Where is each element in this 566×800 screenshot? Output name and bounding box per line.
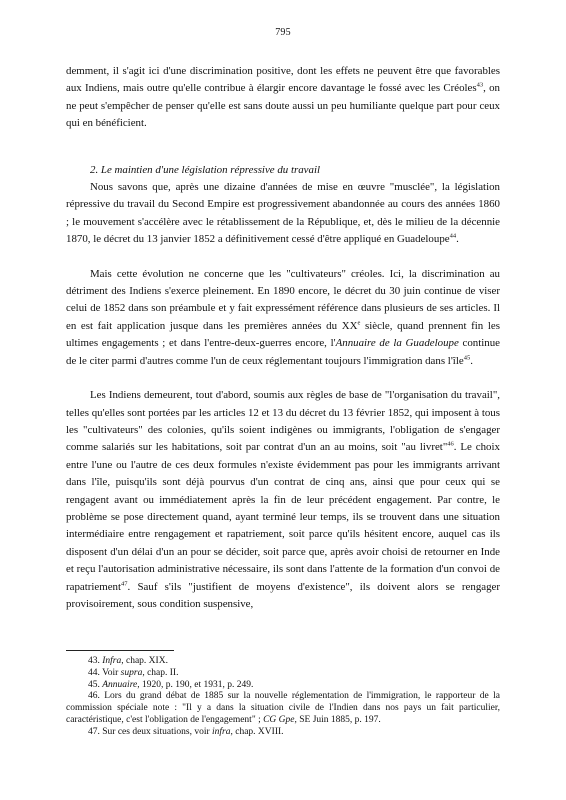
footnotes — [66, 656, 500, 739]
footnote-italic: supra — [120, 667, 143, 678]
paragraph-2 — [66, 266, 500, 370]
paragraph-text: continue de le citer parmi d'autres comme l'un de ceux réglementant toujours l'immigration dans l'île — [66, 337, 500, 367]
paragraph-1 — [66, 179, 500, 249]
footnote-43 — [66, 656, 500, 668]
paragraph-continuation — [66, 63, 500, 133]
footnote-text: , chap. XIX. — [121, 656, 168, 666]
footnote-number: 46. — [88, 691, 100, 702]
paragraph-text: . — [470, 354, 473, 367]
footnote-number: 45. — [88, 679, 100, 690]
body-text — [66, 63, 500, 613]
footnote-46 — [66, 691, 500, 726]
footnote-ref-46[interactable]: 46 — [447, 440, 454, 448]
paragraph-text: demment, il s'agit ici d'une discrimination positive, dont les effets ne peuvent être que favorables aux Indiens, mais outre qu'elle contribue à élargir encore davantage le fossé avec les Créoles — [66, 65, 500, 95]
footnote-italic: CG Gpe — [263, 714, 295, 725]
footnote-ref-44[interactable]: 44 — [449, 232, 457, 240]
footnote-text: Sur ces deux situations, voir — [102, 726, 213, 737]
footnote-number: 43. — [88, 656, 100, 666]
superscript-e: e — [357, 319, 361, 327]
footnote-italic: Infra — [102, 656, 122, 666]
paragraph-text: Mais cette évolution ne concerne que les "cultivateurs" créoles. Ici, la discrimination au détriment des Indiens s'exerce pleinement. En 1890 encore, le décret du 30 juin continue de viser celui de 1852 dans son préambule et y fait expressément référence dans plusieurs de ses articles. Il en est fait application jusque dans les premières années du XX — [66, 267, 500, 332]
footnote-text: , chap. XVIII. — [230, 726, 284, 737]
footnote-ref-47[interactable]: 47 — [121, 579, 128, 587]
paragraph-text: . — [456, 233, 459, 246]
footnote-ref-43[interactable]: 43 — [476, 81, 484, 89]
footnote-text: , SE Juin 1885, p. 197. — [294, 714, 381, 725]
page-number: 795 — [275, 27, 291, 38]
footnote-text: Lors du grand débat de 1885 sur la nouvelle réglementation de l'immigration, le rapporteur de la commission spéciale note : "Il y a dans la situation civile de l'Indien dans nos pays un fait particulier, caractéristique, c'est l'obligation de l'engagement" ; — [66, 691, 500, 725]
footnote-italic: infra — [212, 726, 231, 737]
footnote-text: Voir — [102, 667, 121, 678]
footnote-ref-45[interactable]: 45 — [463, 354, 471, 362]
paragraph-text: Les Indiens demeurent, tout d'abord, soumis aux règles de base de "l'organisation du travail", telles qu'elles sont portées par les articles 12 et 13 du décret du 13 février 1852, qui imposent à tous les "cultivateurs" des colonies, qu'ils soient indigènes ou immigrants, l'obligation de s'engager comme salariés sur les habitations, soit par contrat d'un an au moins, soit "au livret" — [66, 389, 500, 454]
paragraph-text: siècle, quand prennent fin les ultimes engagements ; et dans l'entre-deux-guerres encore, l' — [66, 319, 500, 350]
footnote-number: 47. — [88, 726, 100, 737]
paragraph-text: Nous savons que, après une dizaine d'années de mise en œuvre "musclée", la législation répressive du travail du Second Empire est progressivement abandonnée au cours des années 1860 ; le mouvement s'accélère avec le rétablissement de la République, et, dès le milieu de la décennie 1870, le décret du 13 janvier 1852 a définitivement cessé d'être appliqué en Guadeloupe — [66, 181, 500, 246]
footnote-45 — [66, 680, 500, 692]
italic-title: Annuaire de la Guadeloupe — [335, 337, 459, 350]
footnote-44 — [66, 668, 500, 680]
footnote-number: 44. — [88, 667, 100, 678]
footnote-47 — [66, 727, 500, 739]
footnote-italic: Annuaire — [102, 679, 138, 690]
paragraph-3 — [66, 387, 500, 613]
footnote-text: , 1920, p. 190, et 1931, p. 249. — [137, 679, 254, 690]
footnote-separator — [66, 650, 174, 651]
section-heading: 2. Le maintien d'une législation répressive du travail — [90, 163, 320, 176]
paragraph-text: . Le choix entre l'une ou l'autre de ces deux formules n'existe évidemment pas pour les immigrants arrivant dans l'île, puisqu'ils sont déjà pourvus d'un contrat de cinq ans, ainsi que pour ceux qui se rengagent avant ou immédiatement après la fin de leur précédent engagement. Par contre, le problème se pose directement quand, ayant terminé leur temps, ils se trouvent dans une situation intermédiaire entre rengagement et rapatriement, soit parce qu'ils hésitent encore, auquel cas ils disposent d'un délai d'un an pour se décider, soit parce que, après avoir choisi de retourner en Inde et reçu l'autorisation administrative nécessaire, ils sont dans l'attente de la formation d'un convoi de rapatriement — [66, 441, 500, 593]
footnote-text: , chap. II. — [142, 667, 179, 678]
paragraph-text: . Sauf s'ils "justifient de moyens d'existence", ils doivent alors se rengager provisoirement, sous condition suspensive, — [66, 580, 500, 610]
paragraph-text: , on ne peut s'empêcher de penser qu'elle est sans doute aussi un peu humiliante quelque part pour ceux qui en bénéficient. — [66, 82, 500, 130]
